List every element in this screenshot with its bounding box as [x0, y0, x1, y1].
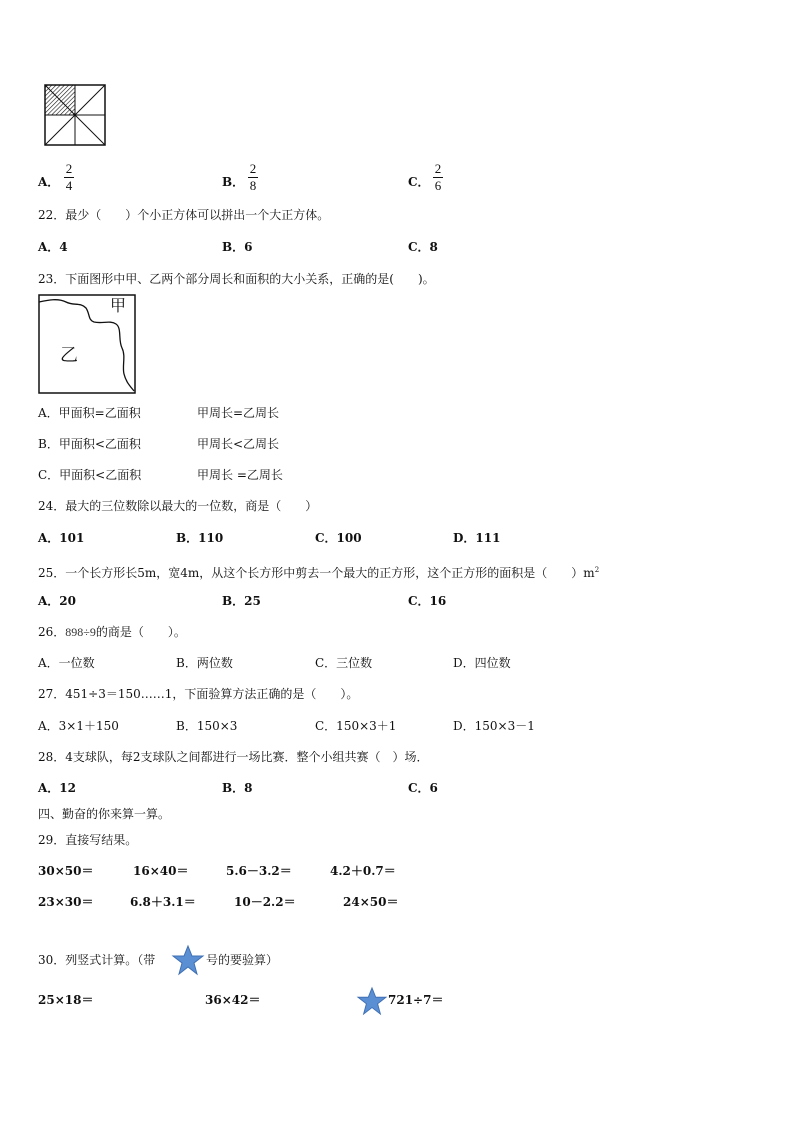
- q28-option-b: B．8: [222, 781, 253, 795]
- q26-option-c: C．三位数: [315, 656, 373, 670]
- q30-question-start: 30．列竖式计算。（带: [38, 953, 156, 967]
- q24-option-b: B．110: [176, 531, 224, 545]
- q30-question-end: 号的要验算）: [206, 953, 279, 967]
- section-4-title: 四、勤奋的你来算一算。: [38, 807, 171, 821]
- q25-option-c: C．16: [408, 594, 447, 608]
- q23-option-a-perimeter: 甲周长=乙周长: [197, 406, 280, 420]
- q24-option-d: D．111: [453, 531, 501, 545]
- q27-option-d: D．150×3－1: [453, 719, 535, 733]
- q21-grid-figure: [44, 84, 106, 146]
- q23-option-c-perimeter: 甲周长 =乙周长: [197, 468, 283, 482]
- q28-option-a: A．12: [38, 781, 77, 795]
- q27-option-b: B．150×3: [176, 719, 238, 733]
- q23-label-yi: 乙: [60, 345, 78, 366]
- q26-option-b: B．两位数: [176, 656, 233, 670]
- q26-option-d: D．四位数: [453, 656, 511, 670]
- q27-question: 27．451÷3＝150……1，下面验算方法正确的是（ ）。: [38, 687, 359, 701]
- q23-option-c-area: C．甲面积<乙面积: [38, 468, 142, 482]
- q23-question: 23．下面图形中甲、乙两个部分周长和面积的大小关系，正确的是( )。: [38, 272, 435, 286]
- q28-question: 28．4支球队，每2支球队之间都进行一场比赛．整个小组共赛（ ）场．: [38, 750, 429, 764]
- q29-item: 23×30＝: [38, 895, 94, 909]
- q29-item: 16×40＝: [133, 864, 189, 878]
- q26-option-a: A．一位数: [38, 656, 95, 670]
- q27-option-c: C．150×3＋1: [315, 719, 397, 733]
- q21-option-c-label: C．: [408, 175, 430, 189]
- q29-question: 29．直接写结果。: [38, 833, 138, 847]
- q26-expression: 898÷9: [65, 625, 96, 639]
- star-icon: [172, 945, 204, 975]
- q25-question: 25．一个长方形长5m，宽4m，从这个长方形中剪去一个最大的正方形，这个正方形的面积是（ ）$m^2$: [38, 566, 600, 580]
- q21-option-c-fraction: 2 6: [434, 161, 442, 193]
- q30-item: 25×18＝: [38, 993, 94, 1007]
- q23-option-a-area: A．甲面积=乙面积: [38, 406, 141, 420]
- q21-option-a-label: A．: [38, 175, 60, 189]
- q27-option-a: A．3×1＋150: [38, 719, 119, 733]
- q21-option-a-fraction: 2 4: [65, 161, 73, 193]
- q29-item: 6.8＋3.1＝: [130, 895, 196, 909]
- q25-option-a: A．20: [38, 594, 77, 608]
- q30-item: 721÷7＝: [388, 993, 444, 1007]
- q29-item: 30×50＝: [38, 864, 94, 878]
- q29-item: 4.2＋0.7＝: [330, 864, 396, 878]
- q23-option-b-area: B．甲面积<乙面积: [38, 437, 141, 451]
- q21-option-b-fraction: 2 8: [249, 161, 257, 193]
- q29-item: 5.6－3.2＝: [226, 864, 292, 878]
- q22-option-a: A．4: [38, 240, 68, 254]
- q24-question: 24．最大的三位数除以最大的一位数，商是（ ）: [38, 499, 318, 513]
- q26-question: 26．898÷9的商是（ ）。: [38, 625, 186, 639]
- q29-item: 24×50＝: [343, 895, 399, 909]
- q22-question: 22．最少（ ）个小正方体可以拼出一个大正方体。: [38, 208, 330, 222]
- q23-label-jia: 甲: [110, 296, 127, 315]
- q24-option-c: C．100: [315, 531, 362, 545]
- q23-option-b-perimeter: 甲周长<乙周长: [197, 437, 280, 451]
- q22-option-c: C．8: [408, 240, 438, 254]
- q28-option-c: C．6: [408, 781, 438, 795]
- q29-item: 10－2.2＝: [234, 895, 296, 909]
- q24-option-a: A．101: [38, 531, 85, 545]
- q25-unit-superscript: 2: [594, 566, 600, 574]
- q22-option-b: B．6: [222, 240, 253, 254]
- q21-option-b-label: B．: [222, 175, 245, 189]
- q30-item: 36×42＝: [205, 993, 261, 1007]
- q25-option-b: B．25: [222, 594, 261, 608]
- star-icon: [357, 987, 387, 1015]
